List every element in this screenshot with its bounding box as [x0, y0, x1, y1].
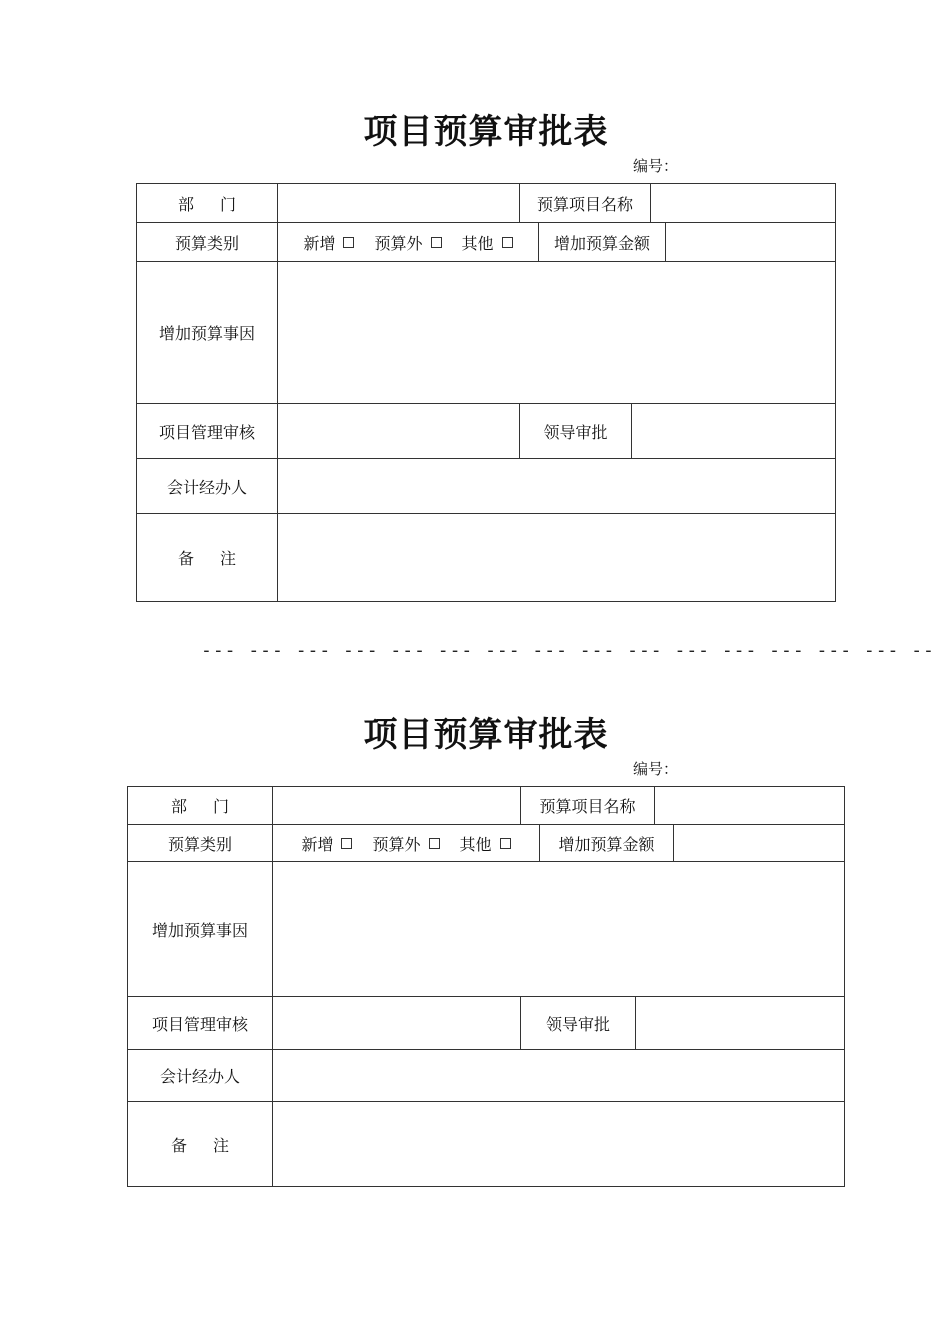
row-department [137, 184, 835, 222]
option-other[interactable]: 其他 [460, 832, 511, 855]
department-label: 部 门 [170, 797, 230, 816]
row-remarks [128, 1101, 844, 1186]
remarks-label: 备 注 [177, 549, 237, 568]
option-new[interactable]: 新增 [303, 231, 374, 254]
row-department [128, 787, 844, 824]
checkbox[interactable] [500, 838, 511, 849]
reason-field[interactable] [277, 262, 835, 403]
review-label: 项目管理审核 [158, 422, 255, 442]
review-field[interactable] [277, 404, 519, 458]
amount-label: 增加预算金额 [538, 223, 665, 261]
approval-form [136, 183, 836, 602]
checkbox[interactable] [429, 838, 440, 849]
remarks-field[interactable] [277, 514, 835, 601]
category-options [277, 223, 538, 261]
approval-field[interactable] [635, 997, 844, 1049]
row-accountant [137, 458, 835, 513]
row-category [128, 824, 844, 861]
department-field[interactable] [272, 787, 520, 824]
reason-field[interactable] [272, 862, 844, 996]
cut-line: --- --- --- --- --- --- --- --- --- --- --- --- --- --- --- -- [201, 640, 935, 661]
row-remarks [137, 513, 835, 601]
project-name-field[interactable] [650, 184, 835, 222]
remarks-field[interactable] [272, 1102, 844, 1186]
checkbox[interactable] [343, 237, 354, 248]
accountant-label: 会计经办人 [166, 477, 247, 497]
category-options [272, 825, 539, 861]
review-field[interactable] [272, 997, 520, 1049]
row-category [137, 222, 835, 261]
checkbox[interactable] [341, 838, 352, 849]
serial-number-label: 编号： [633, 157, 679, 175]
row-review [137, 403, 835, 458]
approval-label: 领导审批 [519, 404, 631, 458]
option-out-of-budget[interactable]: 预算外 [372, 832, 459, 855]
approval-field[interactable] [631, 404, 835, 458]
category-label: 预算类别 [167, 834, 232, 854]
checkbox[interactable] [502, 237, 513, 248]
row-review [128, 996, 844, 1049]
accountant-label: 会计经办人 [159, 1067, 240, 1086]
accountant-field[interactable] [277, 459, 835, 513]
review-label: 项目管理审核 [151, 1014, 248, 1034]
department-label: 部 门 [177, 194, 237, 214]
amount-field[interactable] [673, 825, 844, 861]
option-other[interactable]: 其他 [462, 231, 513, 254]
accountant-field[interactable] [272, 1050, 844, 1101]
row-accountant [128, 1049, 844, 1101]
form-title: 项目预算审批表 [363, 715, 609, 755]
remarks-label: 备 注 [170, 1135, 230, 1155]
amount-field[interactable] [665, 223, 835, 261]
serial-number-label: 编号： [633, 760, 679, 778]
department-field[interactable] [277, 184, 519, 222]
project-name-label: 预算项目名称 [520, 787, 654, 824]
reason-label: 增加预算事因 [158, 324, 255, 343]
checkbox[interactable] [431, 237, 442, 248]
row-reason [137, 261, 835, 403]
option-out-of-budget[interactable]: 预算外 [374, 231, 461, 254]
reason-label: 增加预算事因 [151, 920, 248, 940]
row-reason [128, 861, 844, 996]
amount-label: 增加预算金额 [539, 825, 673, 861]
project-name-label: 预算项目名称 [519, 184, 650, 222]
project-name-field[interactable] [654, 787, 844, 824]
option-new[interactable]: 新增 [301, 832, 372, 855]
form-title: 项目预算审批表 [363, 112, 609, 152]
approval-label: 领导审批 [520, 997, 635, 1049]
approval-form [127, 786, 845, 1187]
category-label: 预算类别 [174, 233, 239, 253]
